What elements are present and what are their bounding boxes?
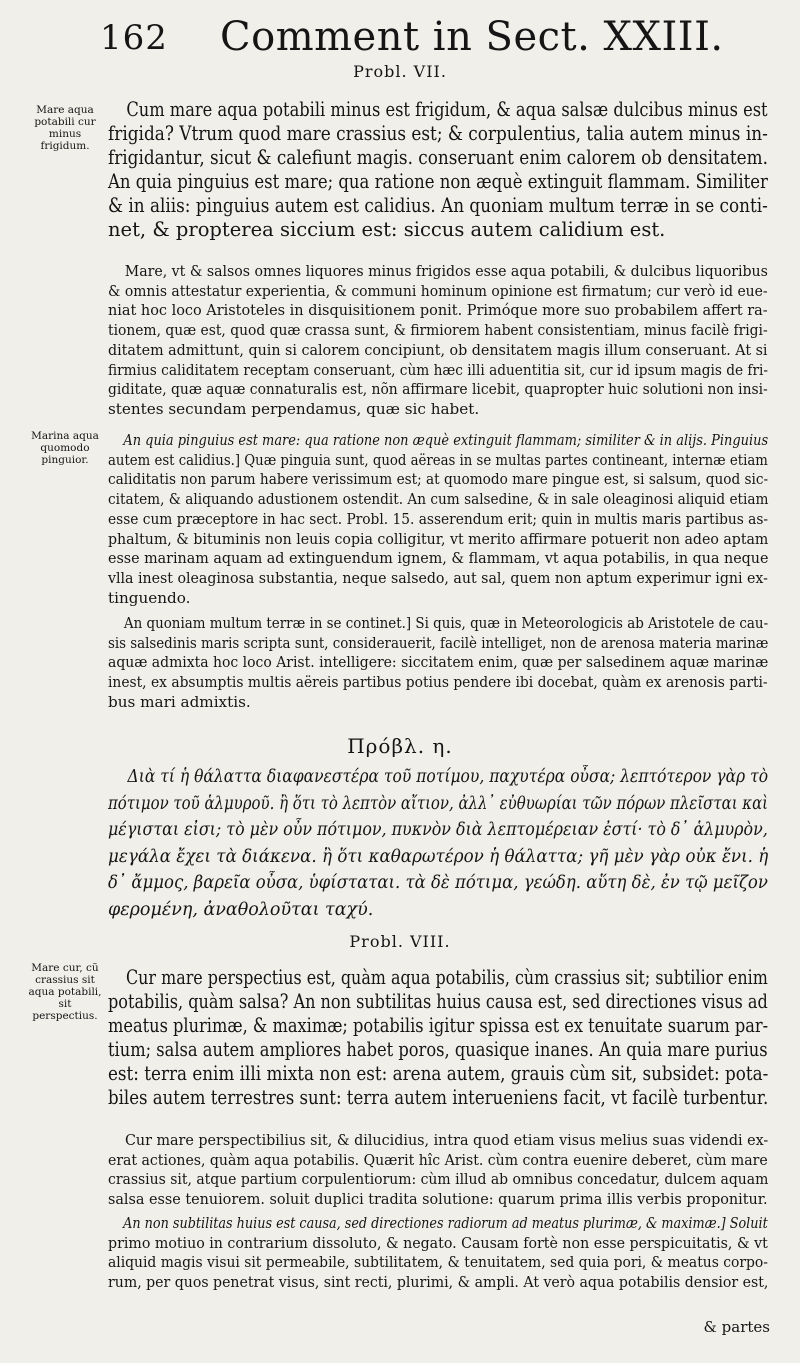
commentary-vii-a bbox=[108, 262, 768, 420]
text-line: & in aliis: pinguius autem est calidius. An quoniam multum terræ in se conti- bbox=[108, 194, 768, 217]
text-line: net, & propterea siccium est: siccus autem calidium est. bbox=[108, 218, 666, 241]
commentary-viii-a bbox=[108, 1131, 768, 1210]
greek-problem-heading: Πρόβλ. η. bbox=[347, 734, 453, 758]
text-line: rum, per quos penetrat visus, sint recti, plurimi, & ampli. At verò aqua potabilis densior est, bbox=[108, 1273, 769, 1292]
text-line: est: terra enim illi mixta non est: arena autem, grauis cùm sit, subsidet: pota- bbox=[108, 1062, 769, 1085]
margin-note: Mare aqua potabili cur minus frigidum. bbox=[34, 104, 96, 152]
text-line: crassius sit, atque partium corpulentiorum: cùm illud ab omnibus concedatur, dulcem aquam bbox=[108, 1170, 769, 1189]
text-line: potabilis, quàm salsa? An non subtilitas huius causa est, sed directiones visus ad bbox=[108, 990, 768, 1013]
text-line: πότιμον τοῦ ἁλμυροῦ. ἢ ὅτι τὸ λεπτὸν αἴτιον, ἀλλ᾽ εὐθυωρίαι τῶν πόρων πλεῖσται καὶ bbox=[108, 793, 769, 814]
text-line: autem est calidius.] Quæ pinguia sunt, quod aëreas in se multas partes contineant, internæ etiam bbox=[108, 450, 768, 469]
text-line: Διὰ τί ἡ θάλαττα διαφανεστέρα τοῦ ποτίμου, παχυτέρα οὖσα; λεπτότερον γὰρ τὸ bbox=[127, 767, 769, 787]
text-line: tionem, quæ est, quod quæ crassa sunt, & firmiorem habent consistentiam, minus facilè frigi- bbox=[108, 321, 768, 340]
text-line: φερομένη, ἀναθολοῦται ταχύ. bbox=[108, 899, 374, 920]
text-line: giditate, quæ aquæ connaturalis est, nõn affirmare licebit, quapropter huic solutioni non insi- bbox=[108, 380, 768, 399]
text-line: erat actiones, quàm aqua potabilis. Quærit hîc Arist. cùm contra euenire deberet, cùm mare bbox=[108, 1150, 768, 1169]
text-line: meatus plurimæ, & maximæ; potabilis igitur spissa est ex tenuitate suarum par- bbox=[108, 1014, 769, 1037]
text-line: citatem, & aliquando adustionem ostendit. An cum salsedine, & in sale oleaginosi aliquid etiam bbox=[108, 490, 769, 509]
text-line: An quia pinguius est mare; qua ratione non æquè extinguit flammam. Similiter bbox=[108, 170, 768, 193]
text-line: salsa esse tenuiorem. soluit duplici tradita solutione: quarum prima illis verbis proponitur. bbox=[108, 1190, 768, 1209]
text-line: μεγάλα ἔχει τὰ διάκενα. ἢ ὅτι καθαρωτέρον ἡ θάλαττα; γῆ μὲν γὰρ οὐκ ἔνι. ἡ bbox=[108, 846, 769, 867]
text-line: An quia pinguius est mare: qua ratione non æquè extinguit flammam; similiter & in alijs. Pinguius bbox=[123, 431, 769, 449]
text-line: vlla inest oleaginosa substantia, neque salsedo, aut sal, quem non aptum experimur igni ex- bbox=[108, 568, 768, 587]
problem-vii-text bbox=[108, 98, 768, 242]
text-line: Mare, vt & salsos omnes liquores minus frigidos esse aqua potabili, & dulcibus liquoribus bbox=[124, 262, 768, 280]
text-line: Cur mare perspectius est, quàm aqua potabilis, cùm crassius sit; subtilior enim bbox=[125, 966, 768, 989]
page-number: 162 bbox=[100, 18, 168, 58]
text-line: frigida? Vtrum quod mare crassius est; & corpulentius, talia autem minus in- bbox=[108, 122, 768, 145]
text-line: Cum mare aqua potabili minus est frigidum, & aqua salsæ dulcibus minus est bbox=[126, 98, 768, 121]
running-title: Comment in Sect. XXIII. bbox=[220, 14, 724, 60]
text-line: μέγισται εἰσι; τὸ μὲν οὖν πότιμον, πυκνὸν διὰ λεπτομέρειαν ἐστί· τὸ δ᾽ ἁλμυρὸν, bbox=[108, 820, 768, 840]
text-line: niat hoc loco Aristoteles in disquisitionem ponit. Primóque more suo probabilem affert ra- bbox=[108, 301, 768, 320]
text-line: δ᾽ ἄμμος, βαρεῖα οὖσα, ὑφίσταται. τὰ δὲ πότιμα, γεώδη. αὕτη δὲ, ἐν τῷ μεῖζον bbox=[108, 873, 768, 893]
text-line: sis salsedinis maris scripta sunt, considerauerit, facilè intelliget, non de arenosa materia marinæ bbox=[108, 633, 769, 652]
problem-heading-viii: Probl. VIII. bbox=[349, 932, 451, 951]
problem-heading-vii: Probl. VII. bbox=[353, 62, 447, 81]
text-line: aquæ admixta hoc loco Arist. intelligere: siccitatem enim, quæ per salsedinem aquæ marinæ bbox=[108, 653, 769, 672]
text-line: stentes secundam perpendamus, quæ sic habet. bbox=[108, 399, 480, 418]
text-line: phaltum, & bituminis non leuis copia colligitur, vt merito affirmare potuerit non adeo aptam bbox=[108, 529, 769, 548]
text-line: caliditatis non parum habere verissimum est; at quomodo mare pingue est, si salsum, quod sic- bbox=[108, 470, 769, 489]
text-line: inest, ex absumptis multis aëreis partibus potius pendere ibi docebat, quàm ex arenosis parti- bbox=[108, 673, 768, 692]
text-line: firmius caliditatem receptam conseruant, cùm hæc illi aduentitia sit, cur id ipsum magis de fri- bbox=[108, 360, 769, 379]
problem-viii-text bbox=[108, 966, 768, 1110]
commentary-vii-c bbox=[108, 614, 768, 713]
catchword: & partes bbox=[703, 1318, 770, 1336]
margin-note: Mare cur, cũ crassius sit aqua potabili, sit perspectius. bbox=[28, 962, 102, 1022]
margin-note: Marina aqua quomodo pinguior. bbox=[31, 430, 99, 466]
greek-text bbox=[108, 764, 768, 923]
text-line: tinguendo. bbox=[108, 588, 191, 607]
text-line: aliquid magis visui sit permeabile, subtilitatem, & tenuitatem, sed quia pori, & meatus corpo- bbox=[108, 1253, 768, 1272]
text-line: Cur mare perspectibilius sit, & dilucidius, intra quod etiam visus melius suas videndi ex- bbox=[124, 1131, 769, 1149]
text-line: frigidantur, sicut & calefiunt magis. conseruant enim calorem ob densitatem. bbox=[108, 146, 768, 169]
text-line: ditatem admittunt, quin si calorem concipiunt, ob densitatem magis illum conseruant. At si bbox=[108, 340, 768, 359]
commentary-vii-b bbox=[108, 431, 768, 608]
text-line: esse cum præceptore in hac sect. Probl. 15. asserendum erit; quin in multis maris partibus as- bbox=[108, 509, 769, 528]
text-line: bus mari admixtis. bbox=[108, 692, 251, 711]
commentary-viii-b bbox=[108, 1214, 768, 1293]
text-line: tium; salsa autem ampliores habet poros, quasique inanes. An quia mare purius bbox=[108, 1038, 768, 1061]
text-line: An non subtilitas huius est causa, sed directiones radiorum ad meatus plurimæ, & maximæ.] Soluit bbox=[123, 1214, 768, 1232]
text-line: & omnis attestatur experientia, & communi hominum opinione est firmatum; cur verò id eue- bbox=[108, 281, 768, 300]
text-line: An quoniam multum terræ in se continet.] Si quis, quæ in Meteorologicis ab Aristotele de cau- bbox=[123, 614, 769, 632]
page-header bbox=[100, 12, 724, 64]
text-line: biles autem terrestres sunt: terra autem interueniens facit, vt facilè turbentur. bbox=[108, 1086, 769, 1109]
text-line: primo motiuo in contrarium dissoluto, & negato. Causam fortè non esse perspicuitatis, & vt bbox=[108, 1233, 768, 1252]
text-line: esse marinam aquam ad extinguendum ignem, & flammam, vt aqua potabilis, in qua neque bbox=[108, 549, 769, 568]
